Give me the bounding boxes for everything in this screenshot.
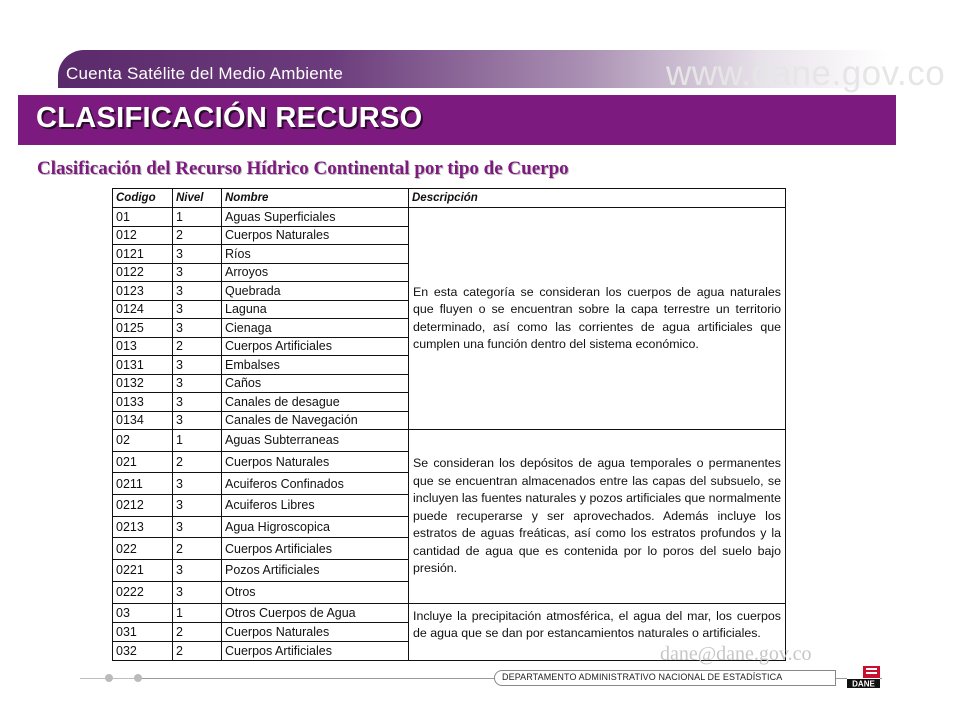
level-cell: 2 xyxy=(173,337,222,356)
code-cell: 0123 xyxy=(113,282,173,301)
level-cell: 1 xyxy=(173,603,222,622)
table-row xyxy=(113,430,786,452)
name-cell: Cuerpos Naturales xyxy=(222,451,409,473)
department-label: DEPARTAMENTO ADMINISTRATIVO NACIONAL DE ESTADÍSTICA xyxy=(502,672,783,682)
name-cell: Cuerpos Artificiales xyxy=(222,337,409,356)
code-cell: 01 xyxy=(113,208,173,227)
column-header-name: Nombre xyxy=(222,189,409,208)
level-cell: 3 xyxy=(173,473,222,495)
name-cell: Acuiferos Libres xyxy=(222,495,409,517)
name-cell: Cuerpos Naturales xyxy=(222,226,409,245)
table-header-row xyxy=(113,189,786,208)
code-cell: 013 xyxy=(113,337,173,356)
level-cell: 3 xyxy=(173,560,222,582)
level-cell: 3 xyxy=(173,516,222,538)
classification-table xyxy=(112,188,786,661)
code-cell: 0132 xyxy=(113,374,173,393)
code-cell: 0222 xyxy=(113,581,173,603)
level-cell: 3 xyxy=(173,581,222,603)
level-cell: 2 xyxy=(173,641,222,660)
code-cell: 031 xyxy=(113,622,173,641)
code-cell: 021 xyxy=(113,451,173,473)
code-cell: 03 xyxy=(113,603,173,622)
level-cell: 2 xyxy=(173,451,222,473)
code-cell: 02 xyxy=(113,430,173,452)
code-cell: 0125 xyxy=(113,319,173,338)
name-cell: Laguna xyxy=(222,300,409,319)
level-cell: 3 xyxy=(173,374,222,393)
code-cell: 0213 xyxy=(113,516,173,538)
level-cell: 3 xyxy=(173,245,222,264)
name-cell: Otros xyxy=(222,581,409,603)
email-watermark: dane@dane.gov.co xyxy=(660,643,812,665)
code-cell: 0122 xyxy=(113,263,173,282)
code-cell: 012 xyxy=(113,226,173,245)
description-cell: En esta categoría se consideran los cuerpos de agua naturales que fluyen o se encuentran sobre la capa terrestre un territorio determinado, así como las corrientes de agua artificiales que cumplen una función dentro del sistema económico. xyxy=(409,208,786,430)
name-cell: Cuerpos Artificiales xyxy=(222,641,409,660)
code-cell: 0221 xyxy=(113,560,173,582)
table-row xyxy=(113,603,786,622)
footer-dot xyxy=(134,674,142,682)
name-cell: Quebrada xyxy=(222,282,409,301)
column-header-level: Nivel xyxy=(173,189,222,208)
watermark-url: www.dane.gov.co xyxy=(666,54,946,93)
level-cell: 3 xyxy=(173,393,222,412)
footer-dot xyxy=(105,674,113,682)
code-cell: 0131 xyxy=(113,356,173,375)
table-subtitle: Clasificación del Recurso Hídrico Continental por tipo de Cuerpo xyxy=(37,158,569,179)
name-cell: Aguas Subterraneas xyxy=(222,430,409,452)
description-cell: Se consideran los depósitos de agua temporales o permanentes que se encuentran almacenados entre las capas del subsuelo, se incluyen las fuentes naturales y pozos artificiales que normalmente puede recuperarse y ser aprovechados. Además incluye los estratos de aguas freáticas, así como los estratos profundos y la cantidad de agua que es contenida por lo poros del suelo bajo presión. xyxy=(409,430,786,604)
table-row xyxy=(113,208,786,227)
name-cell: Pozos Artificiales xyxy=(222,560,409,582)
level-cell: 3 xyxy=(173,263,222,282)
level-cell: 2 xyxy=(173,538,222,560)
name-cell: Cienaga xyxy=(222,319,409,338)
name-cell: Otros Cuerpos de Agua xyxy=(222,603,409,622)
level-cell: 2 xyxy=(173,622,222,641)
name-cell: Ríos xyxy=(222,245,409,264)
level-cell: 3 xyxy=(173,300,222,319)
name-cell: Arroyos xyxy=(222,263,409,282)
column-header-code: Codigo xyxy=(113,189,173,208)
name-cell: Agua Higroscopica xyxy=(222,516,409,538)
code-cell: 0212 xyxy=(113,495,173,517)
name-cell: Canales de desague xyxy=(222,393,409,412)
code-cell: 0133 xyxy=(113,393,173,412)
name-cell: Cuerpos Artificiales xyxy=(222,538,409,560)
name-cell: Acuiferos Confinados xyxy=(222,473,409,495)
name-cell: Embalses xyxy=(222,356,409,375)
level-cell: 1 xyxy=(173,430,222,452)
name-cell: Cuerpos Naturales xyxy=(222,622,409,641)
description-cell: Incluye la precipitación atmosférica, el agua del mar, los cuerpos de agua que se dan por estancamientos naturales o artificiales. xyxy=(409,603,786,660)
column-header-description: Descripción xyxy=(409,189,786,208)
level-cell: 3 xyxy=(173,356,222,375)
code-cell: 0134 xyxy=(113,411,173,430)
name-cell: Aguas Superficiales xyxy=(222,208,409,227)
level-cell: 3 xyxy=(173,411,222,430)
code-cell: 0211 xyxy=(113,473,173,495)
page-title: CLASIFICACIÓN RECURSO xyxy=(36,102,423,134)
name-cell: Caños xyxy=(222,374,409,393)
code-cell: 022 xyxy=(113,538,173,560)
dane-logo-icon xyxy=(847,666,880,688)
code-cell: 0121 xyxy=(113,245,173,264)
name-cell: Canales de Navegación xyxy=(222,411,409,430)
code-cell: 0124 xyxy=(113,300,173,319)
level-cell: 3 xyxy=(173,495,222,517)
level-cell: 1 xyxy=(173,208,222,227)
level-cell: 3 xyxy=(173,282,222,301)
code-cell: 032 xyxy=(113,641,173,660)
section-label: Cuenta Satélite del Medio Ambiente xyxy=(66,64,344,83)
level-cell: 2 xyxy=(173,226,222,245)
level-cell: 3 xyxy=(173,319,222,338)
svg-text:DANE: DANE xyxy=(852,679,875,688)
